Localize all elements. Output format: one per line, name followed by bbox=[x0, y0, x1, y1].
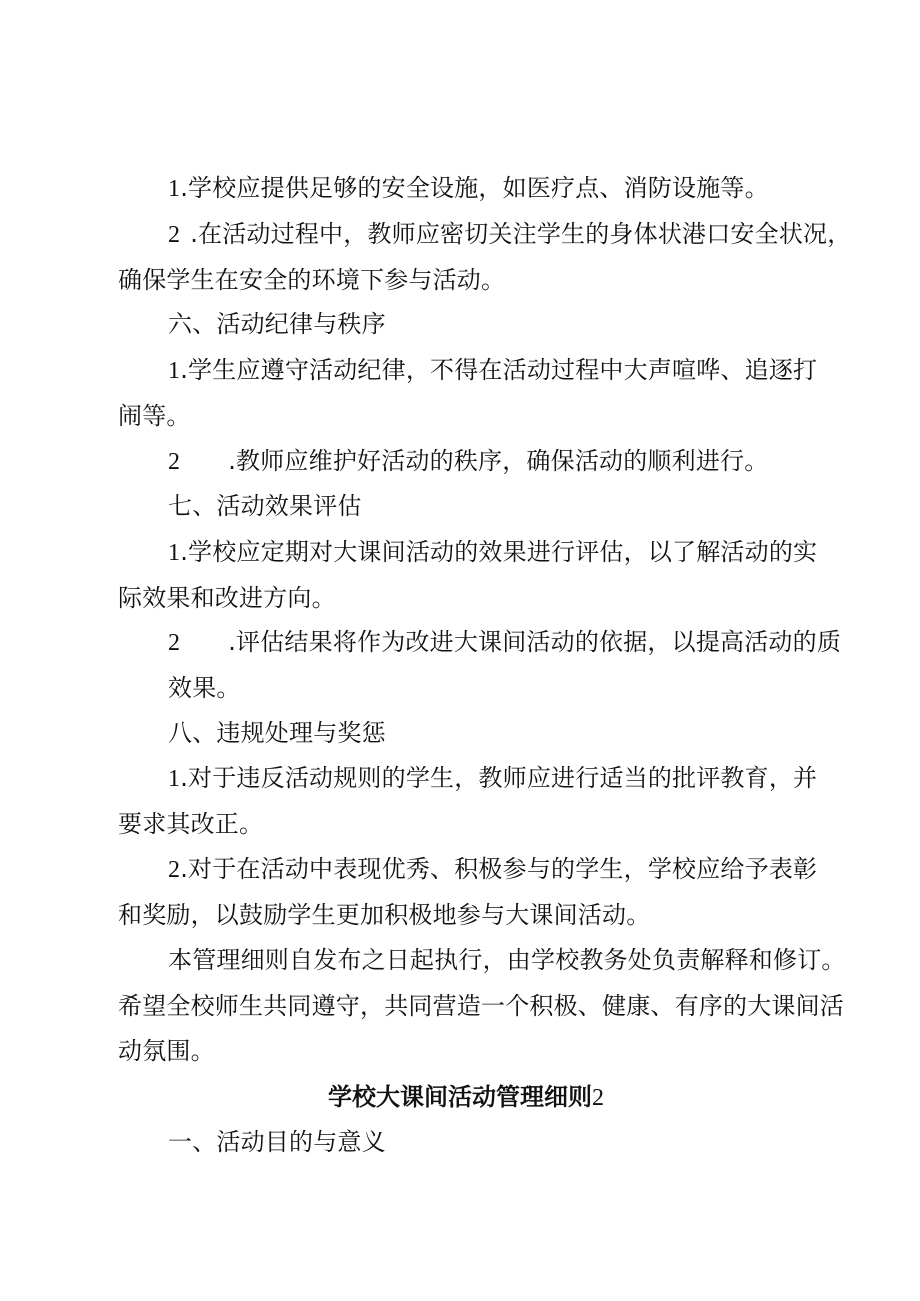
item-1-violations: 1.对于违反活动规则的学生，教师应进行适当的批评教育，并 bbox=[168, 764, 818, 792]
closing-paragraph-line-2: 希望全校师生共同遵守，共同营造一个积极、健康、有序的大课间活 bbox=[118, 992, 844, 1020]
document-title-2: 学校大课间活动管理细则2 bbox=[328, 1083, 604, 1111]
section-heading-1: 一、活动目的与意义 bbox=[168, 1128, 386, 1156]
item-1-evaluation-continuation: 际效果和改进方向。 bbox=[118, 584, 336, 612]
item-2-evaluation-continuation: 效果。 bbox=[168, 674, 241, 702]
item-1-safety-facilities: 1.学校应提供足够的安全设施，如医疗点、消防设施等。 bbox=[168, 174, 769, 202]
section-heading-6: 六、活动纪律与秩序 bbox=[168, 310, 386, 338]
closing-paragraph-line-1: 本管理细则自发布之日起执行，由学校教务处负责解释和修订。 bbox=[168, 946, 846, 974]
item-1-discipline: 1.学生应遵守活动纪律，不得在活动过程中大声喧哗、追逐打 bbox=[168, 356, 818, 384]
closing-paragraph-line-3: 动氛围。 bbox=[118, 1037, 215, 1065]
item-2-continuation: 确保学生在安全的环境下参与活动。 bbox=[118, 266, 506, 294]
item-1-discipline-continuation: 闹等。 bbox=[118, 402, 191, 430]
item-2-rewards: 2.对于在活动中表现优秀、积极参与的学生，学校应给予表彰 bbox=[168, 855, 818, 883]
item-2-evaluation-results: 2 .评估结果将作为改进大课间活动的依据，以提高活动的质 bbox=[168, 628, 842, 656]
section-heading-7: 七、活动效果评估 bbox=[168, 492, 362, 520]
item-1-evaluation: 1.学校应定期对大课间活动的效果进行评估，以了解活动的实 bbox=[168, 538, 818, 566]
section-heading-8: 八、违规处理与奖惩 bbox=[168, 719, 386, 747]
item-2-rewards-continuation: 和奖励，以鼓励学生更加积极地参与大课间活动。 bbox=[118, 901, 651, 929]
item-2-order: 2 .教师应维护好活动的秩序，确保活动的顺利进行。 bbox=[168, 447, 769, 475]
item-1-violations-continuation: 要求其改正。 bbox=[118, 810, 264, 838]
item-2-teacher-attention: 2 .在活动过程中，教师应密切关注学生的身体状港口安全状况， bbox=[168, 220, 852, 248]
